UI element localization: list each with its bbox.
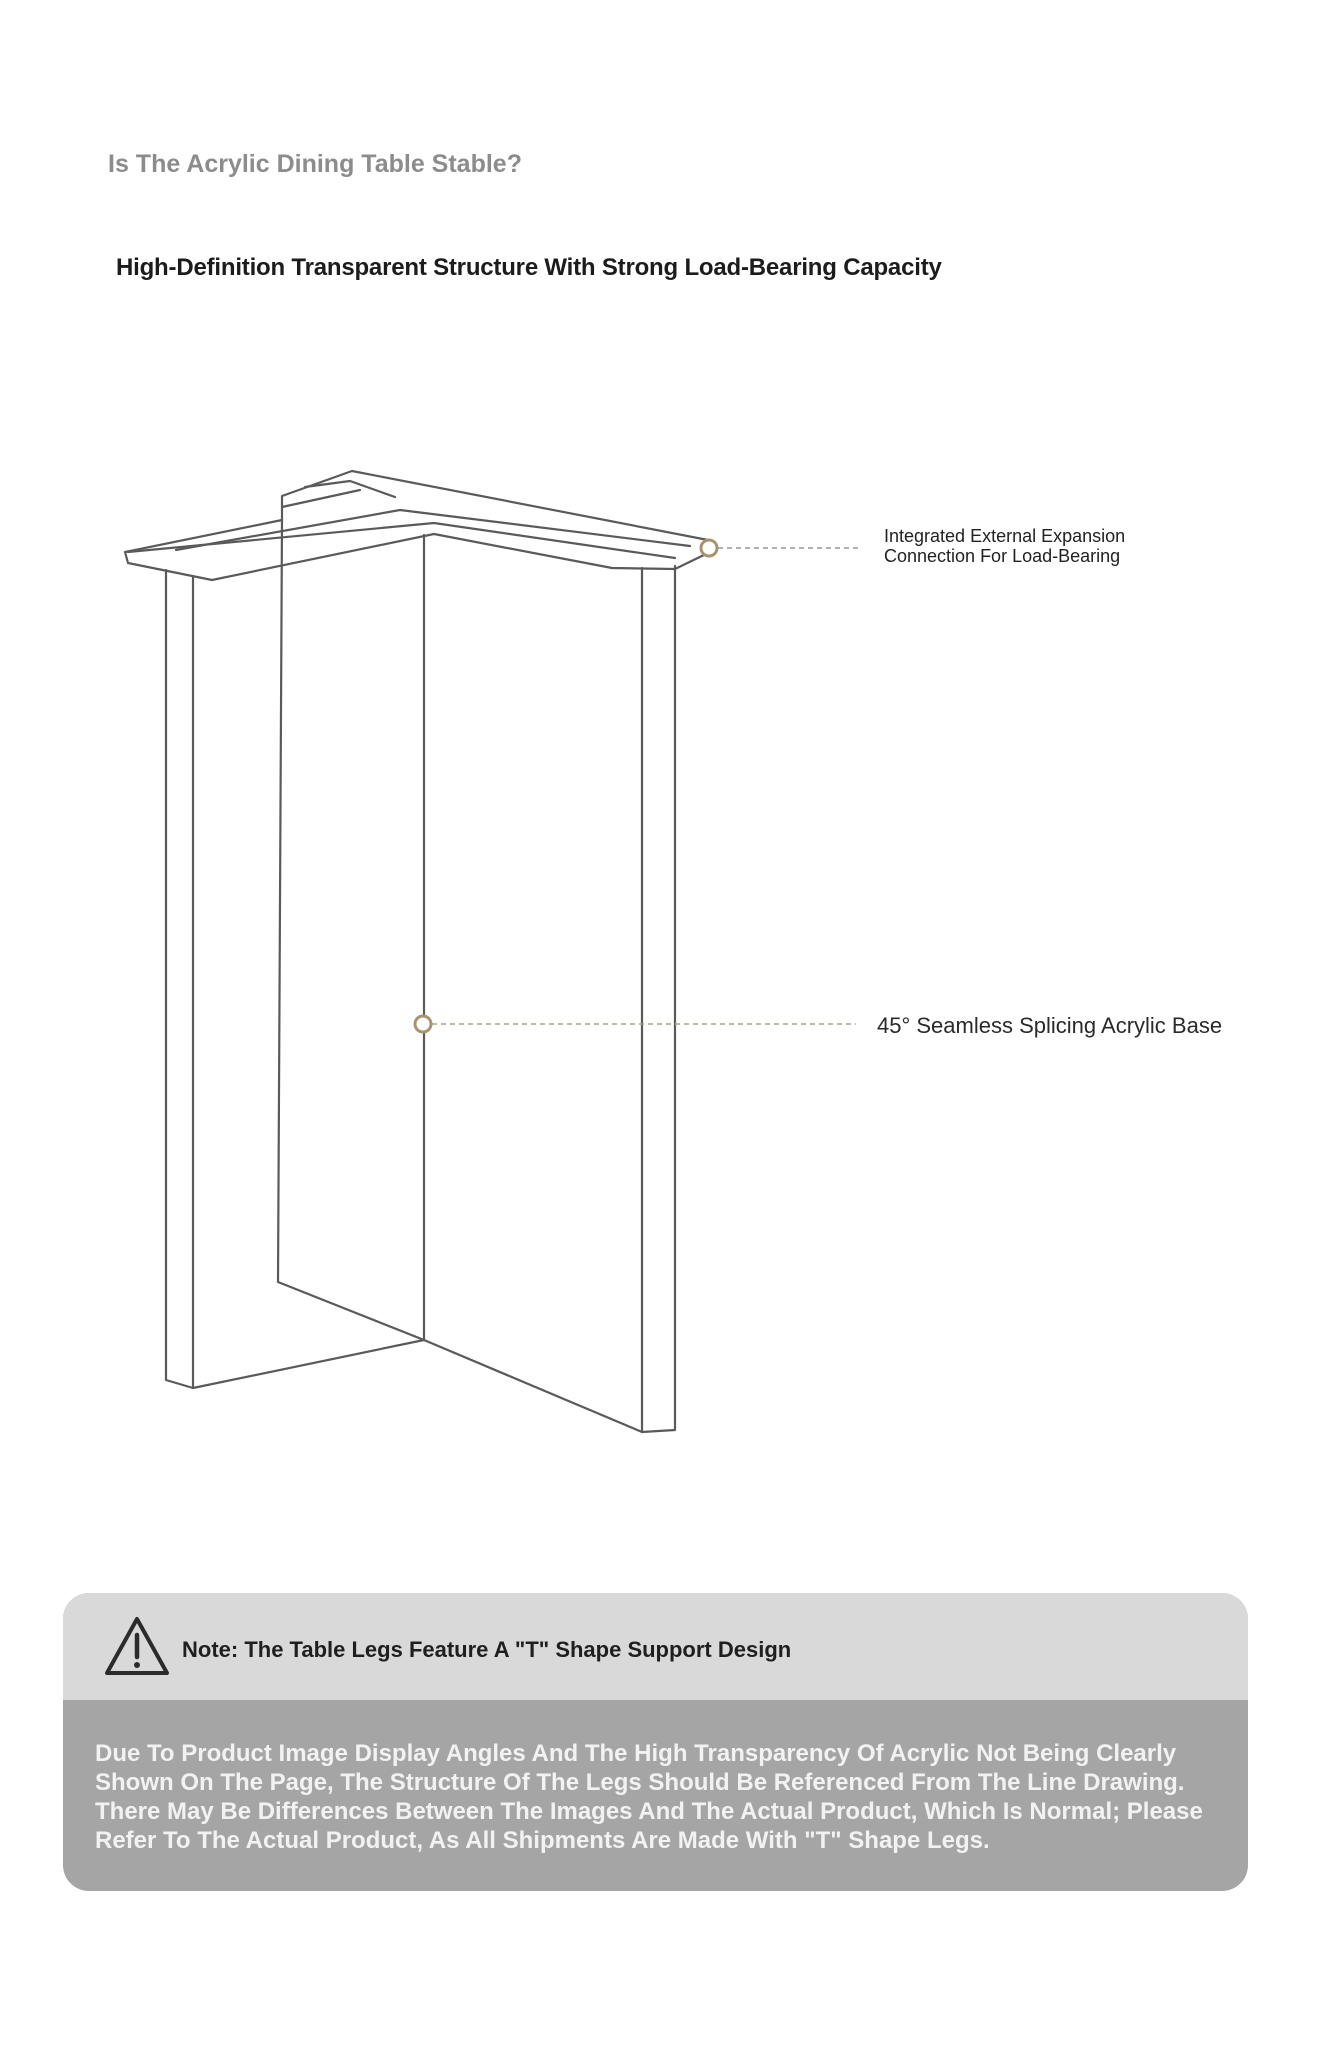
note-body: Due To Product Image Display Angles And The High Transparency Of Acrylic Not Being Clearly Shown On The Page, The Structure Of The Legs Should Be Referenced From The Line Drawing. There May Be Differences Between The Images And The Actual Product, Which Is Normal; Please Refer To The Actual Product, As All Shipments Are Made With "T" Shape Legs. [95, 1740, 1203, 1854]
section-headline: High-Definition Transparent Structure With Strong Load-Bearing Capacity [116, 254, 942, 281]
back-leg [278, 520, 424, 1340]
frame-inner [176, 510, 690, 550]
right-leg-outer [642, 566, 675, 1432]
left-leg-outer [166, 570, 193, 1388]
base-right [424, 1340, 642, 1432]
note-panel [63, 1593, 1248, 1891]
warning-icon [103, 1615, 171, 1677]
callout-base-marker [415, 1016, 431, 1032]
note-title: Note: The Table Legs Feature A "T" Shape Support Design [182, 1637, 792, 1662]
section-question: Is The Acrylic Dining Table Stable? [108, 150, 522, 178]
callout-top-marker [701, 540, 717, 556]
base-left [193, 1340, 424, 1388]
callout-top-label: Integrated External Expansion Connection For Load-Bearing [884, 526, 1126, 566]
t-leg-line-drawing [0, 440, 1322, 1470]
note-header [63, 1593, 1248, 1700]
callout-base-label: 45° Seamless Splicing Acrylic Base [877, 1013, 1223, 1038]
